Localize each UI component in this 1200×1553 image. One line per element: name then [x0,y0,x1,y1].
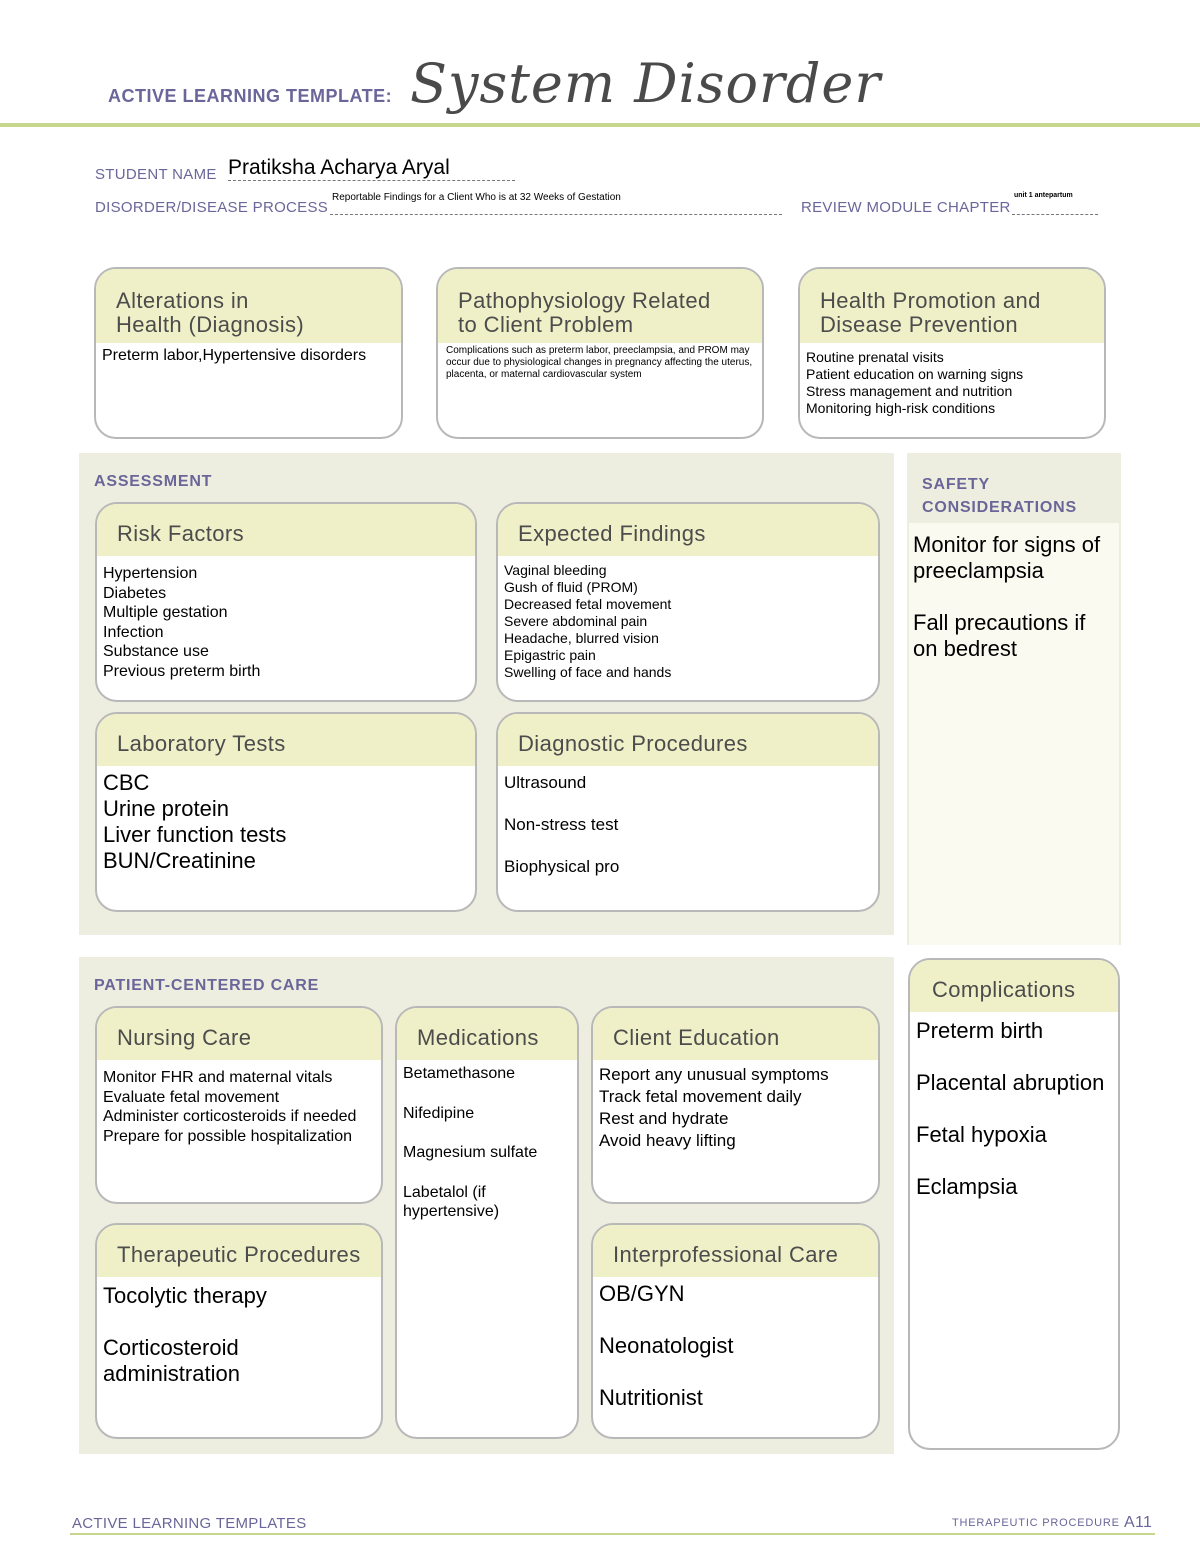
disorder-label: DISORDER/DISEASE PROCESS [95,199,329,216]
list-item: BUN/Creatinine [103,848,256,873]
assessment-heading: ASSESSMENT [94,473,213,490]
nursing-care-box [95,1006,383,1204]
laboratory-tests-box [95,712,477,912]
footer-section-label: THERAPEUTIC PROCEDURE [952,1517,1120,1529]
risk-factors-list[interactable] [97,556,475,685]
alterations-in-health-title [96,269,401,343]
laboratory-tests-title: Laboratory Tests [97,714,475,766]
footer-page-number: A11 [1124,1514,1153,1531]
alterations-in-health-box [94,267,403,439]
interprofessional-care-list[interactable] [593,1277,878,1439]
pathophysiology-content[interactable]: Complications such as preterm labor, preeclampsia, and PROM may occur due to physiological changes in pregnancy affecting the uterus, placenta, or maternal cardiovascular system [446,345,753,380]
diagnostic-procedures-list[interactable] [498,766,878,902]
nursing-care-title: Nursing Care [97,1008,381,1060]
list-item: Vaginal bleeding [504,562,607,578]
list-item: Hypertension [103,565,198,582]
client-education-title: Client Education [593,1008,878,1060]
list-item: OB/GYN [599,1281,685,1306]
alterations-title-line2: Health (Diagnosis) [116,312,305,337]
list-item: Non-stress test [504,815,619,834]
list-item: Prepare for possible hospitalization [103,1127,353,1145]
alterations-content[interactable]: Preterm labor,Hypertensive disorders [102,347,367,364]
list-item: Avoid heavy lifting [599,1131,736,1150]
therapeutic-procedures-list[interactable] [97,1277,381,1417]
list-item: Headache, blurred vision [504,630,659,646]
footer-divider [70,1533,1155,1535]
list-item: Corticosteroid administration [103,1335,240,1386]
risk-factors-title: Risk Factors [97,504,475,556]
list-item: Report any unusual symptoms [599,1065,829,1084]
review-chapter-label: REVIEW MODULE CHAPTER [801,199,1011,216]
template-label: ACTIVE LEARNING TEMPLATE: [108,86,393,106]
list-item: Patient education on warning signs [806,366,1024,382]
health-promotion-title-line1: Health Promotion and [820,288,1041,313]
list-item: Monitor for signs of preeclampsia [913,532,1101,583]
student-name-label: STUDENT NAME [95,166,217,183]
list-item: Infection [103,623,164,641]
laboratory-tests-list[interactable] [97,766,475,878]
safety-heading [922,473,1077,519]
safety-list[interactable] [913,532,1113,688]
list-item: Epigastric pain [504,647,596,663]
medications-title: Medications [397,1008,577,1060]
list-item: Gush of fluid (PROM) [504,579,638,595]
list-item: Monitoring high-risk conditions [806,400,996,416]
patient-care-heading: PATIENT-CENTERED CARE [94,977,320,994]
list-item: Biophysical pro [504,857,620,876]
list-item: Urine protein [103,796,229,821]
footer-left: ACTIVE LEARNING TEMPLATES [72,1515,307,1532]
safety-heading-line2: CONSIDERATIONS [922,499,1077,516]
list-item: Stress management and nutrition [806,383,1013,399]
list-item: Previous preterm birth [103,662,261,680]
list-item: Severe abdominal pain [504,613,648,629]
disorder-value: Reportable Findings for a Client Who is at 32 Weeks of Gestation [332,192,621,203]
risk-factors-box [95,502,477,702]
list-item: Routine prenatal visits [806,349,944,365]
list-item: Nutritionist [599,1385,703,1410]
list-item: Betamethasone [403,1065,516,1082]
list-item: Fetal hypoxia [916,1122,1047,1147]
header-divider [0,123,1200,127]
review-chapter-value: unit 1 antepartum [1014,192,1073,199]
list-item: Administer corticosteroids if needed [103,1108,357,1125]
nursing-care-list[interactable] [97,1060,381,1150]
list-item: Placental abruption [916,1070,1105,1095]
list-item: Labetalol (if hypertensive) [403,1183,500,1220]
client-education-box [591,1006,880,1204]
disorder-field[interactable] [330,192,782,215]
list-item: Evaluate fetal movement [103,1088,280,1106]
list-item: CBC [103,770,150,795]
therapeutic-procedures-title: Therapeutic Procedures [97,1225,381,1277]
list-item: Ultrasound [504,773,587,792]
diagnostic-procedures-title: Diagnostic Procedures [498,714,878,766]
health-promotion-list[interactable] [800,343,1104,421]
pathophysiology-box [436,267,764,439]
interprofessional-care-title: Interprofessional Care [593,1225,878,1277]
list-item: Liver function tests [103,822,287,847]
expected-findings-title: Expected Findings [498,504,878,556]
list-item: Multiple gestation [103,604,228,621]
template-title: System Disorder [410,52,882,115]
list-item: Decreased fetal movement [504,596,672,612]
list-item: Diabetes [103,584,167,602]
diagnostic-procedures-box [496,712,880,912]
health-promotion-box [798,267,1106,439]
client-education-list[interactable] [593,1060,878,1156]
list-item: Neonatologist [599,1333,734,1358]
pathophysiology-title-line2: to Client Problem [458,312,634,337]
complications-list[interactable] [910,1012,1118,1230]
health-promotion-title-line2: Disease Prevention [820,312,1018,337]
interprofessional-care-box [591,1223,880,1439]
review-chapter-field[interactable] [1012,192,1098,215]
list-item: Preterm birth [916,1018,1044,1043]
complications-title: Complications [910,960,1118,1012]
therapeutic-procedures-box [95,1223,383,1439]
list-item: Nifedipine [403,1104,475,1122]
list-item: Monitor FHR and maternal vitals [103,1069,333,1086]
list-item: Track fetal movement daily [599,1087,802,1106]
student-name-field[interactable] [228,156,515,181]
health-promotion-title [800,269,1104,343]
list-item: Tocolytic therapy [103,1283,267,1308]
student-name-value: Pratiksha Acharya Aryal [228,156,450,179]
alterations-title-line1: Alterations in [116,288,249,313]
list-item: Eclampsia [916,1174,1018,1199]
medications-list[interactable] [397,1060,577,1226]
list-item: Fall precautions if on bedrest [913,610,1086,661]
safety-heading-line1: SAFETY [922,476,990,493]
list-item: Swelling of face and hands [504,664,672,680]
expected-findings-list[interactable] [498,556,878,685]
list-item: Substance use [103,643,209,660]
pathophysiology-title-line1: Pathophysiology Related [458,288,711,313]
expected-findings-box [496,502,880,702]
list-item: Rest and hydrate [599,1109,729,1128]
pathophysiology-title [438,269,762,343]
list-item: Magnesium sulfate [403,1144,538,1161]
complications-box [908,958,1120,1450]
medications-box [395,1006,579,1439]
